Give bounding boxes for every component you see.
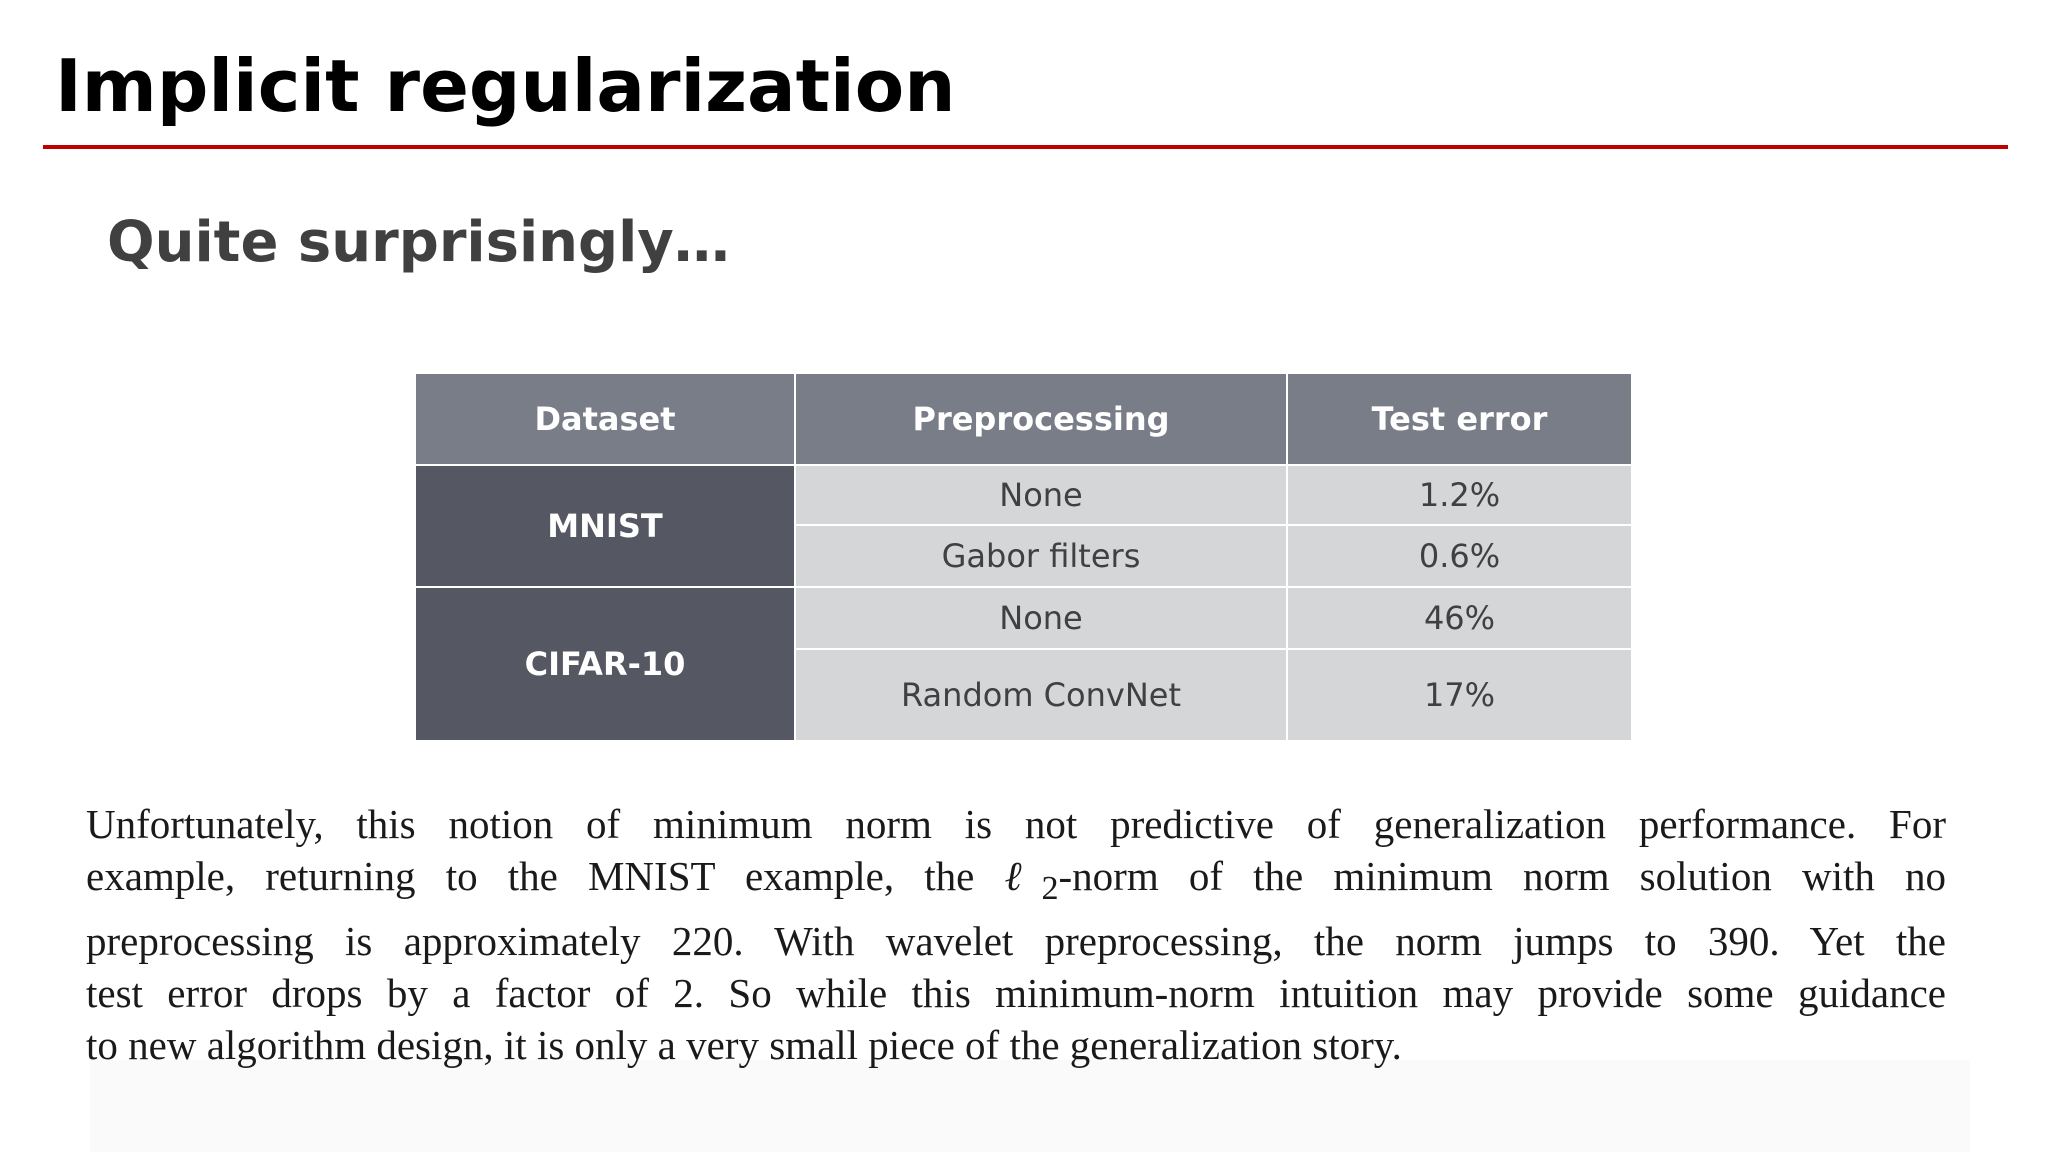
dataset-cell: CIFAR-10 [416, 587, 795, 740]
paragraph-text: -norm of the minimum norm solution with no [1058, 853, 1946, 899]
table-row [416, 465, 1631, 525]
slide-subtitle: Quite surprisingly… [107, 210, 730, 275]
paragraph-background [90, 1060, 1970, 1152]
table-header-row [416, 374, 1631, 465]
paragraph-line: to new algorithm design, it is only a very small piece of the generalization story. [86, 1022, 1402, 1069]
slide-title: Implicit regularization [55, 44, 956, 128]
paragraph-line: test error drops by a factor of 2. So while this minimum-norm intuition may provide some guidance [86, 970, 1946, 1017]
ell-subscript: 2 [1041, 870, 1059, 908]
header-preprocessing: Preprocessing [795, 374, 1287, 465]
quoted-paragraph [86, 798, 1946, 1071]
header-test-error: Test error [1287, 374, 1631, 465]
paragraph-line: preprocessing is approximately 220. With wavelet preprocessing, the norm jumps to 390. Yet the [86, 918, 1946, 965]
paragraph-line: Unfortunately, this notion of minimum norm is not predictive of generalization performance. For [86, 801, 1946, 847]
test-error-cell: 17% [1287, 649, 1631, 740]
results-table [416, 374, 1631, 740]
paragraph-text: example, returning to the MNIST example, the [86, 853, 1005, 899]
title-underline [43, 145, 2008, 149]
paragraph-line [86, 850, 1946, 915]
header-dataset: Dataset [416, 374, 795, 465]
preprocessing-cell: None [795, 587, 1287, 649]
test-error-cell: 1.2% [1287, 465, 1631, 525]
test-error-cell: 46% [1287, 587, 1631, 649]
test-error-cell: 0.6% [1287, 525, 1631, 587]
dataset-cell: MNIST [416, 465, 795, 587]
table-row [416, 587, 1631, 649]
preprocessing-cell: Gabor filters [795, 525, 1287, 587]
preprocessing-cell: Random ConvNet [795, 649, 1287, 740]
ell-symbol: ℓ [1004, 853, 1042, 899]
preprocessing-cell: None [795, 465, 1287, 525]
